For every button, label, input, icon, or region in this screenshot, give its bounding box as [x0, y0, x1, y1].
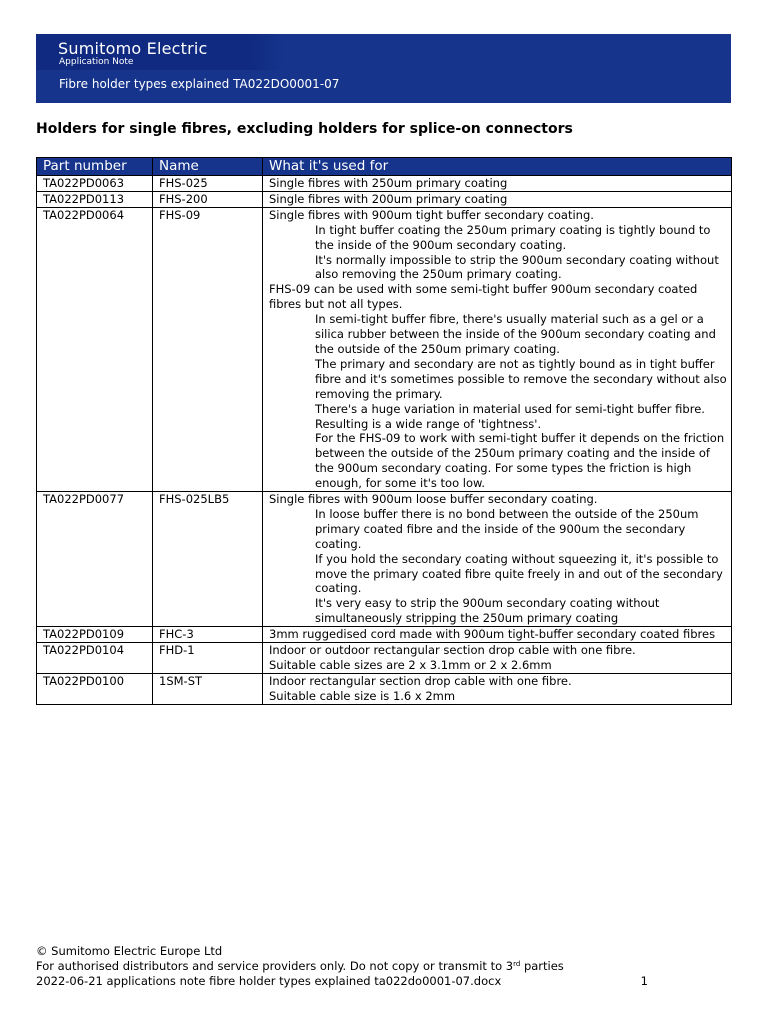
banner-tab-edge	[248, 34, 284, 70]
cell-part-number: TA022PD0063	[37, 176, 153, 192]
cell-name: FHS-025LB5	[153, 492, 263, 627]
cell-part-number: TA022PD0100	[37, 673, 153, 704]
cell-name: FHS-09	[153, 207, 263, 491]
description-line: Indoor or outdoor rectangular section drop cable with one fibre.	[269, 643, 636, 658]
description-line: Single fibres with 250um primary coating	[269, 176, 508, 190]
cell-used-for	[263, 673, 732, 704]
description-detail: In loose buffer there is no bond between the outside of the 250um primary coated fibre and the inside of the 900um the secondary coating.	[315, 506, 699, 551]
document-type: Application Note	[59, 57, 134, 67]
section-heading: Holders for single fibres, excluding holders for splice-on connectors	[36, 121, 573, 137]
description-detail: In semi-tight buffer fibre, there's usually material such as a gel or a silica rubber between the inside of the 900um secondary coating and the outside of the 250um primary coating.	[315, 312, 716, 356]
description-line: Single fibres with 900um loose buffer secondary coating.	[269, 492, 598, 507]
description-detail: There's a huge variation in material used for semi-tight buffer fibre. Resulting is a wide range of 'tightness'.	[315, 401, 705, 431]
table-row	[37, 627, 732, 643]
column-header-used-for: What it's used for	[263, 158, 732, 176]
cell-name: 1SM-ST	[153, 673, 263, 704]
page-footer	[36, 944, 648, 988]
table-row	[37, 191, 732, 207]
footer-copyright: © Sumitomo Electric Europe Ltd	[36, 944, 223, 958]
cell-used-for	[263, 207, 732, 491]
column-header-name: Name	[153, 158, 263, 176]
description-detail: It's normally impossible to strip the 900um secondary coating without also removing the 250um primary coating.	[315, 252, 719, 282]
description-line: Suitable cable sizes are 2 x 3.1mm or 2 x 2.6mm	[269, 658, 552, 672]
fibre-holder-table	[36, 157, 732, 705]
footer-notice-superscript: rd	[513, 959, 521, 968]
footer-filename: 2022-06-21 applications note fibre holder types explained ta022do0001-07.docx	[36, 973, 502, 988]
cell-part-number: TA022PD0109	[37, 627, 153, 643]
description-line: FHS-09 can be used with some semi-tight buffer 900um secondary coated fibres but not all types.	[269, 282, 698, 312]
table-row	[37, 492, 732, 627]
description-detail: In tight buffer coating the 250um primary coating is tightly bound to the inside of the 900um secondary coating.	[315, 222, 711, 252]
cell-used-for	[263, 627, 732, 643]
cell-used-for	[263, 492, 732, 627]
cell-part-number: TA022PD0064	[37, 207, 153, 491]
cell-part-number: TA022PD0104	[37, 643, 153, 674]
table-row	[37, 207, 732, 491]
table-row	[37, 673, 732, 704]
table-row	[37, 176, 732, 192]
cell-name: FHD-1	[153, 643, 263, 674]
table-row	[37, 643, 732, 674]
header-banner	[36, 34, 731, 103]
description-line: 3mm ruggedised cord made with 900um tight-buffer secondary coated fibres	[269, 627, 716, 642]
footer-notice	[36, 959, 648, 974]
document-reference: Fibre holder types explained TA022DO0001-07	[59, 77, 340, 91]
footer-file-line	[36, 974, 648, 989]
cell-name: FHS-025	[153, 176, 263, 192]
cell-part-number: TA022PD0113	[37, 191, 153, 207]
description-detail: It's very easy to strip the 900um secondary coating without simultaneously stripping the 250um primary coating	[315, 596, 660, 626]
cell-used-for	[263, 643, 732, 674]
description-line: Indoor rectangular section drop cable with one fibre.	[269, 673, 572, 688]
table-header-row	[37, 158, 732, 176]
cell-used-for	[263, 176, 732, 192]
description-detail: The primary and secondary are not as tightly bound as in tight buffer fibre and it's sometimes possible to remove the secondary without also removing the primary.	[315, 356, 727, 401]
cell-used-for	[263, 191, 732, 207]
footer-notice-suffix: parties	[520, 958, 564, 973]
description-line: Suitable cable size is 1.6 x 2mm	[269, 688, 456, 703]
description-detail: For the FHS-09 to work with semi-tight buffer it depends on the friction between the outside of the 250um primary coating and the inside of the 900um secondary coating. For some types the friction is high enough, for some it's too low.	[315, 431, 725, 491]
description-line: Single fibres with 900um tight buffer secondary coating.	[269, 207, 594, 222]
column-header-part-number: Part number	[37, 158, 153, 176]
cell-part-number: TA022PD0077	[37, 492, 153, 627]
cell-name: FHS-200	[153, 191, 263, 207]
cell-name: FHC-3	[153, 627, 263, 643]
table-body	[37, 176, 732, 705]
page-number: 1	[640, 973, 648, 988]
description-detail: If you hold the secondary coating without squeezing it, it's possible to move the primary coated fibre quite freely in and out of the secondary coating.	[315, 551, 723, 596]
description-line: Single fibres with 200um primary coating	[269, 191, 508, 206]
footer-notice-text: For authorised distributors and service providers only. Do not copy or transmit to 3	[36, 958, 514, 973]
brand-name: Sumitomo Electric	[58, 39, 208, 58]
